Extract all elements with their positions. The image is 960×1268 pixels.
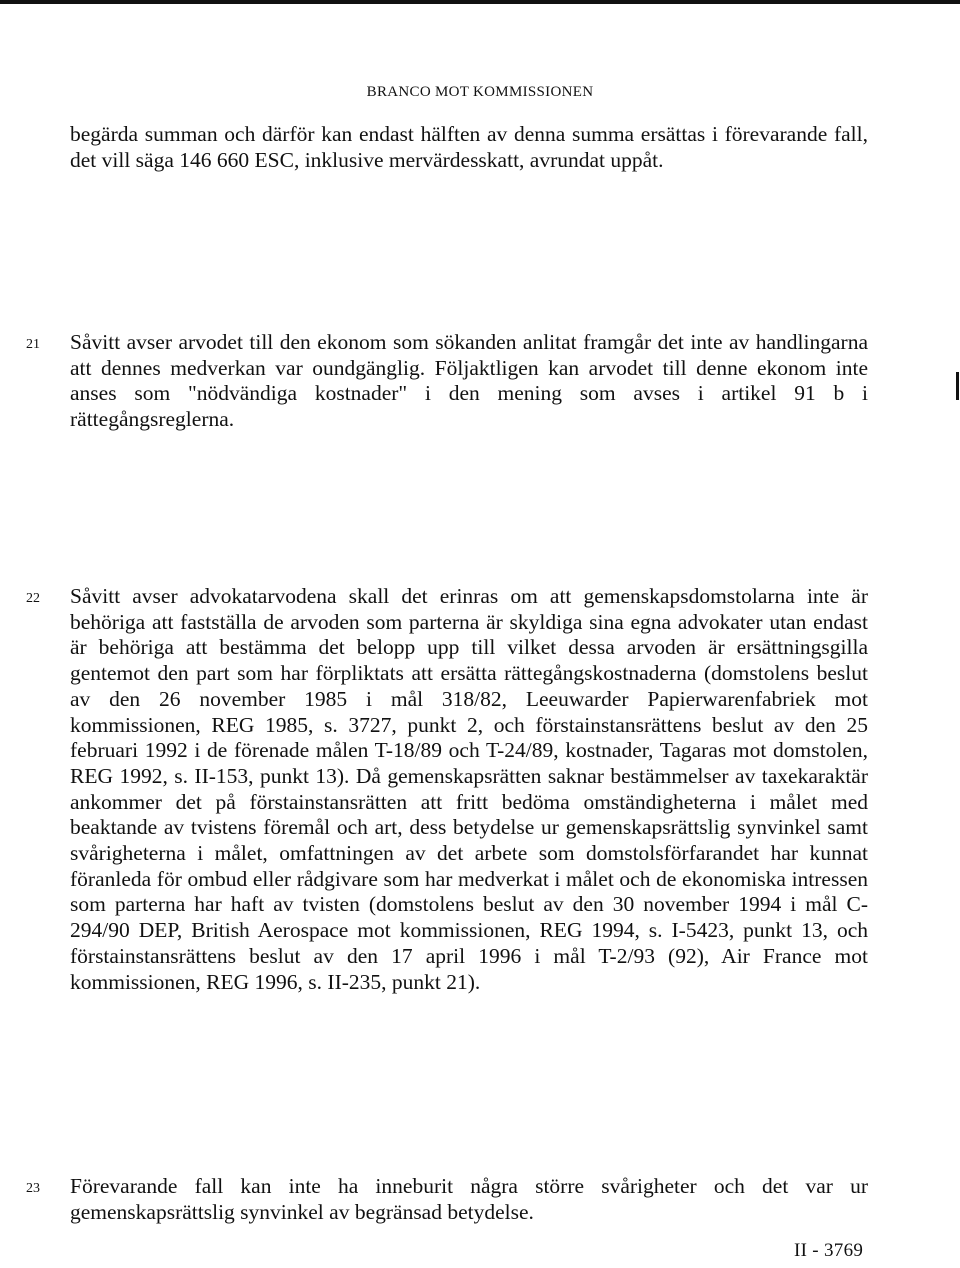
margin-mark xyxy=(956,372,959,400)
paragraph-23: Förevarande fall kan inte ha inneburit några större svårigheter och det var ur gemenskapsrättslig synvinkel av begränsad betydelse. xyxy=(70,1174,868,1224)
running-head: BRANCO MOT KOMMISSIONEN xyxy=(366,84,594,100)
paragraph-intro: begärda summan och därför kan endast hälften av denna summa ersättas i förevarande fall, det vill säga 146 660 ESC, inklusive mervärdesskatt, avrundat uppåt. xyxy=(70,122,868,172)
paragraph-number-23: 23 xyxy=(26,1181,40,1196)
paragraph-22: Såvitt avser advokatarvodena skall det erinras om att gemenskapsdomstolarna inte är behöriga att fastställa de arvoden som parterna är skyldiga sina egna advokater utan endast är behöriga att bestämma det belopp upp till vilket dessa arvoden är ersättningsgilla gentemot den part som har förpliktats att ersätta rättegångskostnaderna (domstolens beslut av den 26 november 1985 i mål 318/82, Leeuwarder Papierwarenfabriek mot kommissionen, REG 1985, s. 3727, punkt 2, och förstainstansrättens beslut av den 25 februari 1992 i de förenade målen T-18/89 och T-24/89, kostnader, Tagaras mot domstolen, REG 1992, s. II-153, punkt 13). Då gemenskapsrätten saknar bestämmelser av taxekaraktär ankommer det på förstainstansrätten att fritt bedöma omständigheterna i målet med beaktande av tvistens föremål och art, dess betydelse ur gemenskapsrättslig synvinkel samt svårigheterna i målet, omfattningen av det arbete som domstolsförfarandet har kunnat föranleda för ombud eller rådgivare som har medverkat i målet och de ekonomiska intressen som parterna har haft av tvisten (domstolens beslut av den 30 november 1994 i mål C-294/90 DEP, British Aerospace mot kommissionen, REG 1994, s. I-5423, punkt 13, och förstainstansrättens beslut av den 17 april 1996 i mål T-2/93 (92), Air France mot kommissionen, REG 1996, s. II-235, punkt 21). xyxy=(70,584,868,994)
paragraph-21: Såvitt avser arvodet till den ekonom som sökanden anlitat framgår det inte av handlingarna att dennes medverkan var oundgänglig. Följaktligen kan arvodet till denne ekonom inte anses som "nödvändiga kostnader" i den mening som avses i artikel 91 b i rättegångsreglerna. xyxy=(70,330,868,432)
top-border-rule xyxy=(0,0,960,4)
page-number: II - 3769 xyxy=(794,1240,864,1261)
paragraph-number-22: 22 xyxy=(26,591,40,606)
paragraph-number-21: 21 xyxy=(26,337,40,352)
